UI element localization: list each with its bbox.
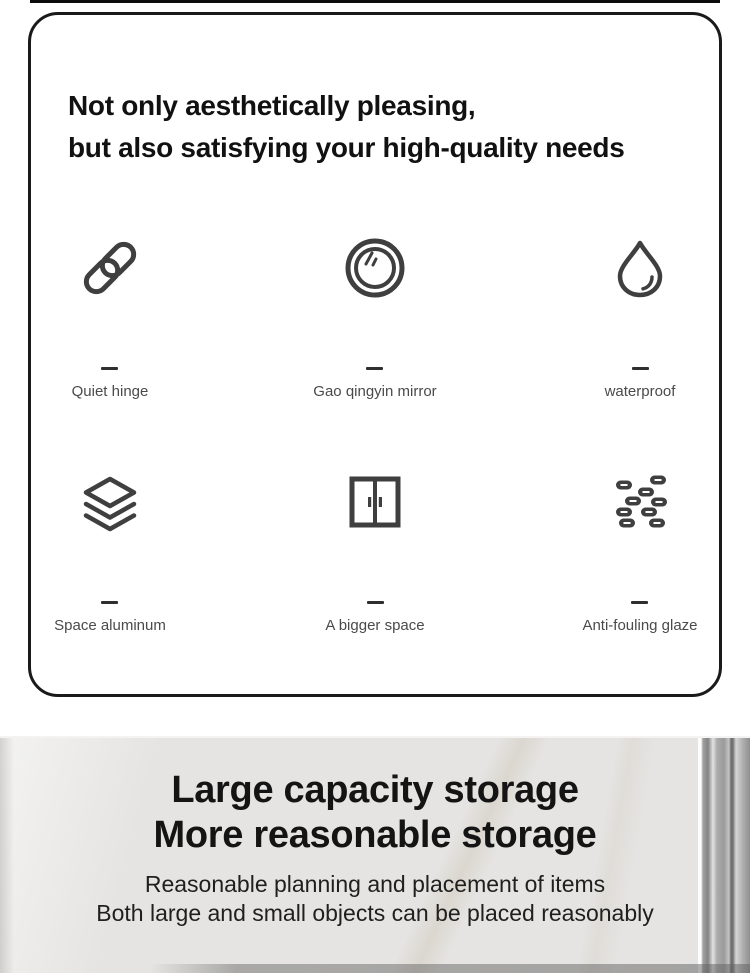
feature-quiet-hinge [72,234,149,400]
feature-dash [101,601,118,604]
storage-subtext-line2: Both large and small objects can be placed reasonably [96,900,654,926]
card-heading-line2: but also satisfying your high-quality needs [68,132,625,163]
feature-bigger-space [325,468,424,634]
cabinet-side-panel [698,738,750,973]
layers-icon [76,468,144,536]
features-row-1 [31,234,719,400]
top-edge-strip [30,0,720,3]
feature-mirror [313,234,436,400]
feature-dash [632,367,649,370]
features-row-2 [31,468,719,634]
feature-label: Quiet hinge [71,383,149,400]
feature-label: waterproof [604,383,676,400]
cabinet-doors-icon [341,468,409,536]
card-heading-line1: Not only aesthetically pleasing, [68,90,476,121]
feature-dash [366,367,383,370]
feature-label: Space aluminum [54,617,166,634]
storage-subtext [0,870,750,928]
feature-waterproof [605,234,676,400]
left-edge-shade [0,738,14,973]
feature-dash [631,601,648,604]
feature-dash [367,601,384,604]
storage-heading-line2: More reasonable storage [153,814,597,856]
feature-label: A bigger space [325,617,425,634]
storage-heading [0,738,750,858]
storage-heading-line1: Large capacity storage [171,769,579,811]
storage-section [0,736,750,973]
water-drop-icon [606,234,674,302]
feature-label: Anti-fouling glaze [582,617,698,634]
feature-space-aluminum [54,468,166,634]
quality-features-card [28,12,722,697]
feature-label: Gao qingyin mirror [313,383,437,400]
feature-dash [101,367,118,370]
card-heading [31,85,719,169]
storage-subtext-line1: Reasonable planning and placement of items [144,871,606,897]
chain-link-icon [76,234,144,302]
bottom-edge-shadow [0,964,750,973]
glaze-specks-icon [606,468,674,536]
mirror-icon [341,234,409,302]
feature-antifouling-glaze [582,468,697,634]
